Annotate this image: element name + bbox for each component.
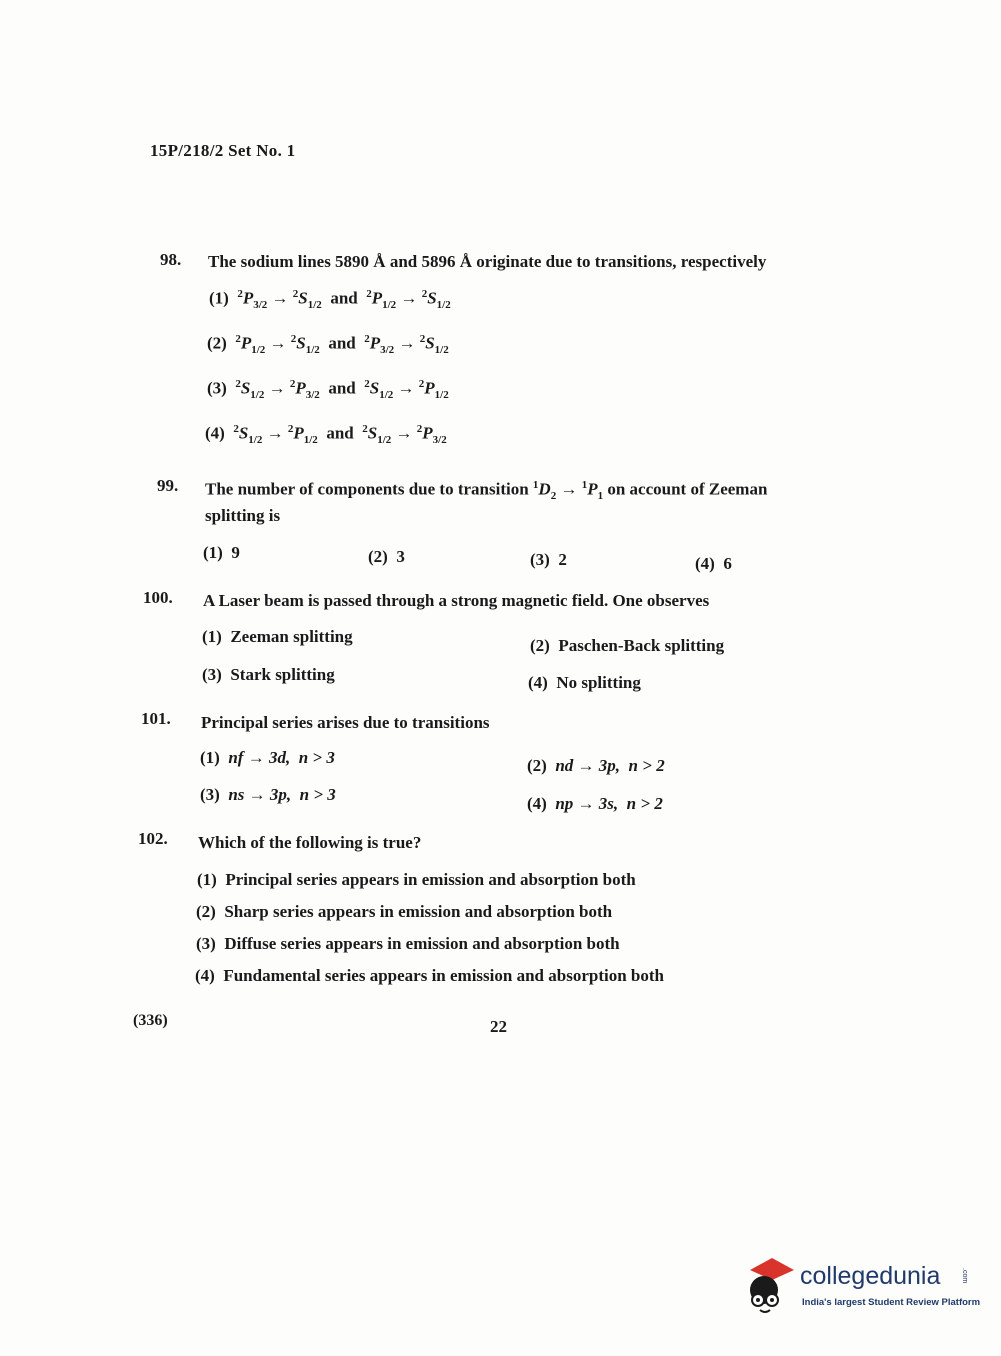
option-99-4: (4) 6 [695, 554, 732, 573]
question-number: 99. [157, 476, 179, 495]
footer-code: (336) [133, 1012, 168, 1029]
option-101-1: (1) nf → 3d, n > 3 [200, 748, 335, 767]
option-99-2: (2) 3 [368, 547, 405, 566]
option-101-2: (2) nd → 3p, n > 2 [527, 756, 665, 775]
option-100-4: (4) No splitting [528, 673, 641, 692]
page-number: 22 [490, 1017, 507, 1036]
option-100-3: (3) Stark splitting [202, 665, 335, 684]
option-99-1: (1) 9 [203, 543, 240, 562]
question-98 [160, 250, 181, 270]
option-101-4: (4) np → 3s, n > 2 [527, 794, 663, 813]
logo-tagline: India's largest Student Review Platform [802, 1297, 981, 1308]
question-number: 98. [160, 250, 182, 269]
collegedunia-logo-icon [742, 1252, 800, 1316]
logo-suffix: .com [961, 1268, 968, 1284]
option-98-3: (3) $^2S_{1/2} \to ^2P_{3/2}$ and $^2S_{1/2} \to ^2P_{1/2}$ [207, 378, 449, 402]
question-text: A Laser beam is passed through a strong magnetic field. One observes [203, 591, 710, 610]
option-102-1: (1) Principal series appears in emission and absorption both [197, 870, 636, 889]
option-99-3: (3) 2 [530, 550, 567, 569]
option-98-4: (4) $^2S_{1/2} \to ^2P_{1/2}$ and $^2S_{1/2} \to ^2P_{3/2}$ [205, 423, 447, 447]
question-text: The sodium lines 5890 Å and 5896 Å originate due to transitions, respectively [208, 252, 767, 271]
question-number: 101. [141, 709, 171, 728]
option-102-2: (2) Sharp series appears in emission and absorption both [196, 902, 613, 921]
question-text-cont: splitting is [205, 506, 281, 525]
question-text: Principal series arises due to transitions [201, 713, 490, 732]
option-100-2: (2) Paschen-Back splitting [530, 636, 725, 655]
question-number: 100. [143, 588, 173, 607]
option-102-3: (3) Diffuse series appears in emission and absorption both [196, 934, 620, 953]
option-100-1: (1) Zeeman splitting [202, 627, 353, 646]
option-98-1: (1) $^2P_{3/2} \to ^2S_{1/2}$ and $^2P_{1/2} \to ^2S_{1/2}$ [209, 288, 451, 312]
question-number: 102. [138, 829, 168, 848]
question-text: Which of the following is true? [198, 833, 422, 852]
paper-code: 15P/218/2 Set No. 1 [150, 141, 296, 160]
logo-wordmark: collegedunia [800, 1262, 941, 1290]
question-text: The number of components due to transition $^1D_2 \to ^1P_1$ on account of Zeeman [205, 479, 768, 503]
option-98-2: (2) $^2P_{1/2} \to ^2S_{1/2}$ and $^2P_{3/2} \to ^2S_{1/2}$ [207, 333, 449, 357]
option-101-3: (3) ns → 3p, n > 3 [200, 785, 336, 804]
option-102-4: (4) Fundamental series appears in emission and absorption both [195, 966, 664, 985]
